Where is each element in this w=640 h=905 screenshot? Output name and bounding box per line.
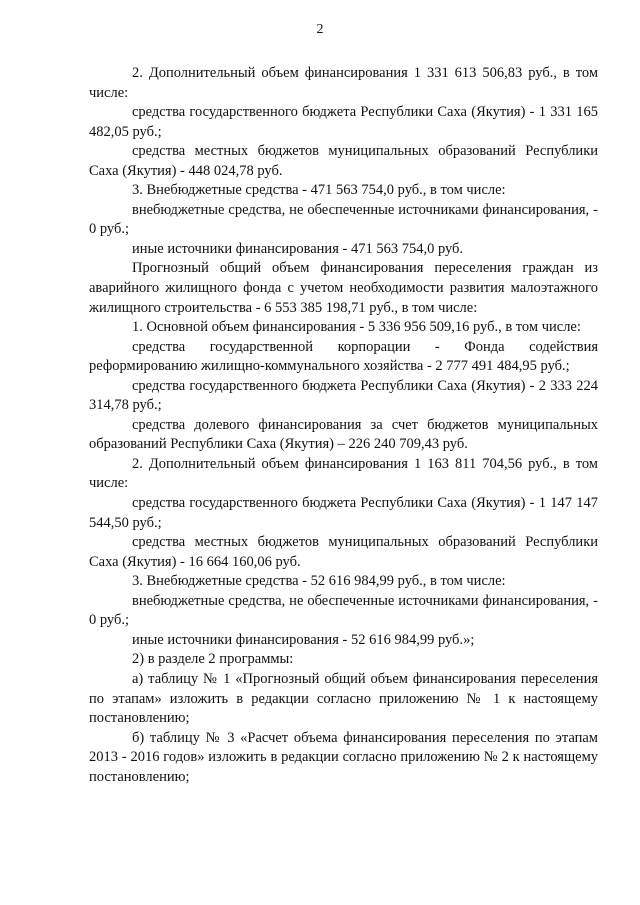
paragraph-forecast-total: Прогнозный общий объем финансирования переселения граждан из аварийного жилищного фонда с учетом необходимости развития малоэтажного жилищного строительства - 6 553 385 198,71 руб., в том числе: <box>89 260 598 316</box>
paragraph-state-budget-2: средства государственного бюджета Республики Саха (Якутия) - 2 333 224 314,78 руб.; <box>89 377 598 414</box>
paragraph-unsecured-funds-1: внебюджетные средства, не обеспеченные источниками финансирования, - 0 руб.; <box>89 201 598 238</box>
paragraph-other-sources-2: иные источники финансирования - 52 616 984,99 руб.»; <box>132 631 475 648</box>
paragraph-other-sources-1: иные источники финансирования - 471 563 754,0 руб. <box>132 240 464 257</box>
paragraph-unsecured-funds-2: внебюджетные средства, не обеспеченные источниками финансирования, - 0 руб.; <box>89 592 598 629</box>
paragraph-extra-budget-2: 3. Внебюджетные средства - 52 616 984,99 руб., в том числе: <box>132 573 506 590</box>
paragraph-local-budgets-1: средства местных бюджетов муниципальных образований Республики Саха (Якутия) - 448 024,78 руб. <box>89 143 598 179</box>
document-body <box>89 64 598 787</box>
paragraph-shared-financing: средства долевого финансирования за счет бюджетов муниципальных образований Республики Саха (Якутия) – 226 240 709,43 руб. <box>89 416 598 453</box>
paragraph-fund-corporation: средства государственной корпорации - Фонда содействия реформированию жилищно-коммунального хозяйства - 2 777 491 484,95 руб.; <box>89 338 598 375</box>
page-number: 2 <box>316 22 324 37</box>
paragraph-table-1-amendment: а) таблицу № 1 «Прогнозный общий объем финансирования переселения по этапам» изложить в редакции согласно приложению № 1 к настоящему постановлению; <box>89 670 598 727</box>
paragraph-table-3-amendment: б) таблицу № 3 «Расчет объема финансирования переселения по этапам 2013 - 2016 годов» изложить в редакции согласно приложению № 2 к настоящему постановлению; <box>89 729 598 785</box>
paragraph-additional-financing-1: 2. Дополнительный объем финансирования 1 331 613 506,83 руб., в том числе: <box>89 65 598 101</box>
paragraph-section-2: 2) в разделе 2 программы: <box>132 651 294 668</box>
paragraph-main-financing: 1. Основной объем финансирования - 5 336 956 509,16 руб., в том числе: <box>132 319 581 336</box>
paragraph-state-budget-1: средства государственного бюджета Республики Саха (Якутия) - 1 331 165 482,05 руб.; <box>89 104 598 140</box>
paragraph-state-budget-3: средства государственного бюджета Республики Саха (Якутия) - 1 147 147 544,50 руб.; <box>89 495 598 531</box>
paragraph-extra-budget-1: 3. Внебюджетные средства - 471 563 754,0 руб., в том числе: <box>132 182 506 199</box>
paragraph-local-budgets-2: средства местных бюджетов муниципальных образований Республики Саха (Якутия) - 16 664 160,06 руб. <box>89 534 598 570</box>
paragraph-additional-financing-2: 2. Дополнительный объем финансирования 1 163 811 704,56 руб., в том числе: <box>89 455 598 492</box>
